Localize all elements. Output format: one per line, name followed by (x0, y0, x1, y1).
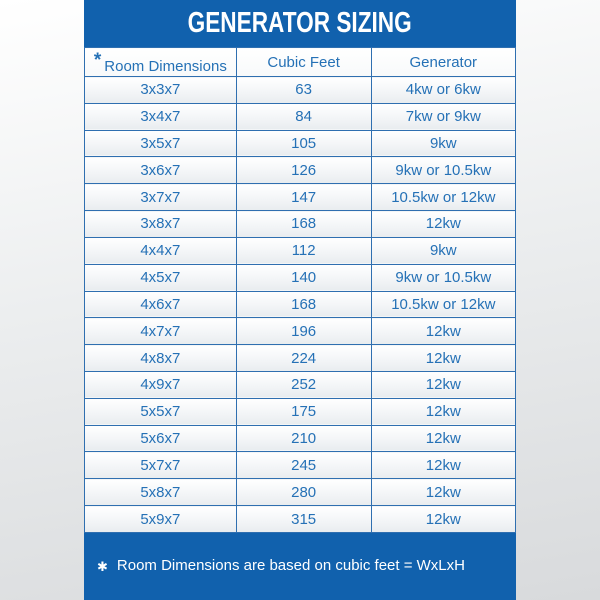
cell-generator: 12kw (371, 211, 515, 238)
cell-generator: 12kw (371, 371, 515, 398)
cell-room-dimensions: 5x6x7 (85, 425, 237, 452)
cell-cubic-feet: 252 (236, 371, 371, 398)
table-row (85, 398, 516, 425)
cell-generator: 12kw (371, 318, 515, 345)
sizing-table (84, 47, 516, 533)
header-cell-room-dimensions (85, 48, 237, 77)
table-row (85, 130, 516, 157)
cell-generator: 4kw or 6kw (371, 77, 515, 104)
cell-cubic-feet: 245 (236, 452, 371, 479)
cell-generator: 9kw (371, 237, 515, 264)
table-header-row (85, 48, 516, 77)
cell-generator: 9kw or 10.5kw (371, 264, 515, 291)
cell-generator: 9kw (371, 130, 515, 157)
table-row (85, 479, 516, 506)
cell-room-dimensions: 3x6x7 (85, 157, 237, 184)
cell-generator: 12kw (371, 506, 515, 533)
cell-room-dimensions: 3x4x7 (85, 103, 237, 130)
footnote-text: Room Dimensions are based on cubic feet = WxLxH (116, 557, 465, 574)
cell-room-dimensions: 5x8x7 (85, 479, 237, 506)
cell-cubic-feet: 168 (236, 291, 371, 318)
cell-room-dimensions: 4x6x7 (85, 291, 237, 318)
table-row (85, 184, 516, 211)
header-asterisk: * (93, 49, 102, 71)
cell-room-dimensions: 3x3x7 (85, 77, 237, 104)
cell-room-dimensions: 4x5x7 (85, 264, 237, 291)
cell-cubic-feet: 112 (236, 237, 371, 264)
cell-room-dimensions: 3x7x7 (85, 184, 237, 211)
table-row (85, 211, 516, 238)
title-banner (84, 0, 516, 47)
cell-room-dimensions: 5x7x7 (85, 452, 237, 479)
sizing-table-container (84, 47, 516, 533)
table-row (85, 237, 516, 264)
header-label-cubic-feet: Cubic Feet (267, 53, 340, 71)
table-row (85, 452, 516, 479)
cell-cubic-feet: 140 (236, 264, 371, 291)
cell-cubic-feet: 315 (236, 506, 371, 533)
cell-cubic-feet: 210 (236, 425, 371, 452)
table-row (85, 157, 516, 184)
cell-cubic-feet: 280 (236, 479, 371, 506)
table-row (85, 425, 516, 452)
cell-room-dimensions: 5x9x7 (85, 506, 237, 533)
cell-cubic-feet: 105 (236, 130, 371, 157)
table-row (85, 77, 516, 104)
cell-generator: 7kw or 9kw (371, 103, 515, 130)
footnote-star-icon: ✱ (97, 559, 108, 574)
cell-generator: 12kw (371, 479, 515, 506)
cell-cubic-feet: 147 (236, 184, 371, 211)
table-row (85, 506, 516, 533)
header-label-generator: Generator (409, 53, 478, 71)
cell-room-dimensions: 5x5x7 (85, 398, 237, 425)
cell-cubic-feet: 224 (236, 345, 371, 372)
header-cell-cubic-feet (236, 48, 371, 77)
footnote (84, 533, 516, 600)
table-row (85, 291, 516, 318)
cell-room-dimensions: 3x5x7 (85, 130, 237, 157)
table-row (85, 371, 516, 398)
cell-generator: 9kw or 10.5kw (371, 157, 515, 184)
cell-cubic-feet: 175 (236, 398, 371, 425)
cell-cubic-feet: 84 (236, 103, 371, 130)
generator-sizing-poster (84, 0, 516, 600)
header-cell-generator (371, 48, 515, 77)
table-row (85, 345, 516, 372)
table-row (85, 103, 516, 130)
cell-room-dimensions: 4x8x7 (85, 345, 237, 372)
table-row (85, 318, 516, 345)
cell-cubic-feet: 168 (236, 211, 371, 238)
cell-room-dimensions: 3x8x7 (85, 211, 237, 238)
header-label-room-dimensions: Room Dimensions (104, 57, 227, 75)
cell-room-dimensions: 4x9x7 (85, 371, 237, 398)
cell-room-dimensions: 4x4x7 (85, 237, 237, 264)
cell-generator: 12kw (371, 452, 515, 479)
cell-generator: 12kw (371, 425, 515, 452)
cell-generator: 10.5kw or 12kw (371, 291, 515, 318)
cell-cubic-feet: 63 (236, 77, 371, 104)
cell-generator: 12kw (371, 345, 515, 372)
cell-cubic-feet: 126 (236, 157, 371, 184)
cell-room-dimensions: 4x7x7 (85, 318, 237, 345)
table-row (85, 264, 516, 291)
cell-cubic-feet: 196 (236, 318, 371, 345)
cell-generator: 10.5kw or 12kw (371, 184, 515, 211)
page-title: GENERATOR SIZING (187, 7, 413, 39)
cell-generator: 12kw (371, 398, 515, 425)
